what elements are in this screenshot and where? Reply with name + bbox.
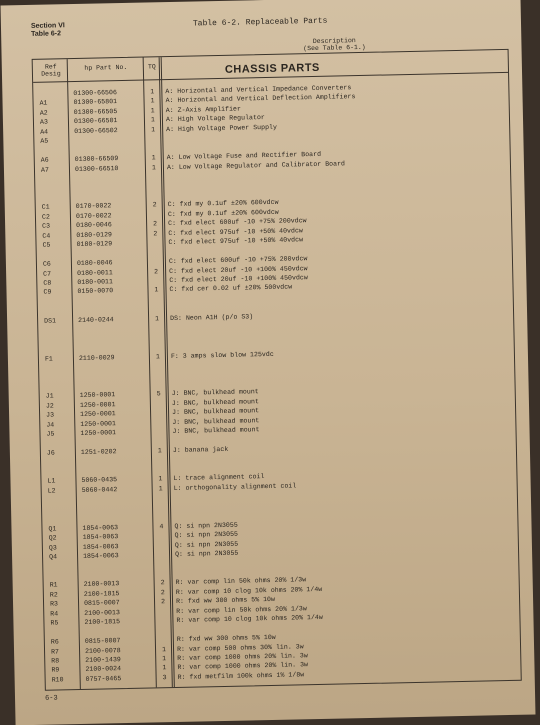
description-cell: C: fxd elect 20uf -10 +100% 450vdcw xyxy=(169,264,308,276)
description-cell: R: var comp lin 50k ohms 20% 1/3w xyxy=(176,604,307,616)
part-number-cell: 0180-0129 xyxy=(76,230,112,240)
description-cell: J: BNC, bulkhead mount xyxy=(172,406,259,417)
ref-cell: C6 xyxy=(43,260,51,269)
part-number-cell: 01300-66502 xyxy=(74,126,118,136)
ref-cell: C9 xyxy=(43,288,51,297)
ref-cell: A3 xyxy=(40,118,48,127)
description-cell: Q: si npn 2N3055 xyxy=(175,539,238,549)
parts-table xyxy=(32,49,522,691)
ref-cell: Q2 xyxy=(49,534,57,543)
description-cell: A: Z-Axis Amplifier xyxy=(166,104,241,115)
description-cell: C: fxd my 0.1uf ±20% 600vdcw xyxy=(168,198,279,209)
quantity-cell: 1 xyxy=(159,645,169,654)
ref-cell: R2 xyxy=(50,590,58,599)
description-cell: C: fxd elect 975uf -10 +50% 40vdcw xyxy=(168,226,303,238)
part-number-cell: 1251-0202 xyxy=(81,447,117,457)
part-number-cell: 0180-0046 xyxy=(77,258,113,268)
quantity-cell: 1 xyxy=(149,163,159,172)
part-number-cell: 2110-0029 xyxy=(79,353,115,363)
quantity-cell: 2 xyxy=(151,267,161,276)
part-number-cell: 0180-0046 xyxy=(76,221,112,231)
column-header-ref: Ref Desig xyxy=(37,63,65,78)
description-cell: A: Low Voltage Fuse and Rectifier Board xyxy=(167,150,321,162)
part-number-cell: 1250-0001 xyxy=(80,400,116,410)
ref-cell: A5 xyxy=(40,137,48,146)
ref-cell: R7 xyxy=(51,647,59,656)
quantity-cell: 1 xyxy=(156,484,166,493)
description-cell: C: fxd elect 20uf -10 +100% 450vdcw xyxy=(169,273,308,285)
description-cell: J: BNC, bulkhead mount xyxy=(172,416,259,427)
part-number-cell: 0815-0007 xyxy=(85,636,121,646)
part-number-cell: 2100-0013 xyxy=(84,580,120,590)
ref-cell: R5 xyxy=(50,619,58,628)
description-cell: A: Low Voltage Regulator and Calibrator Board xyxy=(167,159,345,172)
description-cell: R: var comp lin 50k ohms 20% 1/3w xyxy=(176,576,307,588)
ref-cell: R10 xyxy=(52,675,64,684)
quantity-cell: 1 xyxy=(155,446,165,455)
part-number-cell: 0757-0465 xyxy=(86,674,122,684)
part-number-cell: 0180-0129 xyxy=(76,239,112,249)
description-cell: A: Horizontal and Vertical Impedance Converters xyxy=(165,83,351,96)
description-cell: C: fxd elect 600uf -10 +75% 200vdcw xyxy=(168,216,307,228)
ref-cell: R8 xyxy=(51,656,59,665)
ref-cell: C7 xyxy=(43,269,51,278)
part-number-cell: 1854-0063 xyxy=(82,523,118,533)
ref-cell: C5 xyxy=(42,241,50,250)
part-number-cell: 1854-0063 xyxy=(83,532,119,542)
quantity-cell: 1 xyxy=(148,106,158,115)
quantity-cell: 3 xyxy=(160,673,170,682)
quantity-cell: 4 xyxy=(156,522,166,531)
part-number-cell: 2140-0244 xyxy=(78,315,114,325)
description-cell: Q: si npn 2N3055 xyxy=(175,530,238,540)
section-title: CHASSIS PARTS xyxy=(225,62,320,76)
quantity-cell: 2 xyxy=(150,229,160,238)
description-cell: J: banana jack xyxy=(173,445,229,455)
part-number-cell: 0150-0070 xyxy=(77,287,113,297)
document-page xyxy=(1,0,536,725)
quantity-cell: 2 xyxy=(158,579,168,588)
description-cell: R: fxd ww 300 ohms 5% 10w xyxy=(176,595,275,606)
ref-cell: R4 xyxy=(50,609,58,618)
quantity-cell: 2 xyxy=(150,201,160,210)
description-note: (See Table 6-1.) xyxy=(164,41,504,55)
quantity-cell: 1 xyxy=(147,87,157,96)
quantity-cell: 2 xyxy=(158,597,168,606)
quantity-cell: 2 xyxy=(150,220,160,229)
ref-cell: J5 xyxy=(46,430,54,439)
ref-cell: A7 xyxy=(41,165,49,174)
quantity-cell: 1 xyxy=(148,125,158,134)
part-number-cell: 01300-65801 xyxy=(73,98,117,108)
ref-cell: C4 xyxy=(42,231,50,240)
ref-cell: J4 xyxy=(46,420,54,429)
description-cell: R: var comp 10 clog 10k ohms 20% 1/4w xyxy=(176,585,323,597)
part-number-cell: 2100-1815 xyxy=(84,589,120,599)
ref-cell: J2 xyxy=(46,401,54,410)
ref-cell: R3 xyxy=(50,600,58,609)
description-cell: L: trace alignment coil xyxy=(173,473,264,484)
part-number-cell: 01300-66510 xyxy=(75,164,119,174)
quantity-cell: 1 xyxy=(149,153,159,162)
part-number-cell: 1250-0001 xyxy=(80,391,116,401)
part-number-cell: 01300-66505 xyxy=(74,107,118,117)
ref-cell: Q3 xyxy=(49,543,57,552)
part-number-cell: 0180-0011 xyxy=(77,277,113,287)
part-number-cell: 0815-0007 xyxy=(84,598,120,608)
ref-cell: J6 xyxy=(47,449,55,458)
column-header-hp: hp Part No. xyxy=(71,64,141,72)
part-number-cell: 5060-0435 xyxy=(81,476,117,486)
ref-cell: A2 xyxy=(40,108,48,117)
table-title: Table 6-2. Replaceable Parts xyxy=(193,17,328,29)
quantity-cell: 1 xyxy=(152,314,162,323)
ref-cell: J3 xyxy=(46,411,54,420)
description-cell: L: orthogonality alignment coil xyxy=(174,481,297,493)
description-cell: F: 3 amps slow blow 125vdc xyxy=(171,349,274,360)
quantity-cell: 1 xyxy=(159,664,169,673)
part-number-cell: 0180-0011 xyxy=(77,268,113,278)
ref-cell: Q4 xyxy=(49,553,57,562)
description-cell: A: High Voltage Regulator xyxy=(166,113,265,124)
part-number-cell: 0170-0022 xyxy=(76,211,112,221)
ref-cell: C1 xyxy=(42,203,50,212)
ref-cell: R1 xyxy=(50,581,58,590)
description-cell: J: BNC, bulkhead mount xyxy=(172,388,259,399)
description-cell: R: var comp 1000 ohms 20% lin. 3w xyxy=(177,661,308,673)
ref-cell: A4 xyxy=(40,127,48,136)
part-number-cell: 2100-0013 xyxy=(84,608,120,618)
ref-cell: L2 xyxy=(48,486,56,495)
part-number-cell: 01300-66501 xyxy=(74,116,118,126)
part-number-cell: 01300-66509 xyxy=(75,154,119,164)
part-number-cell: 1250-0001 xyxy=(80,419,116,429)
ref-cell: Q1 xyxy=(48,524,56,533)
description-cell: Q: si npn 2N3055 xyxy=(175,549,238,559)
quantity-cell: 5 xyxy=(154,390,164,399)
part-number-cell: 0170-0022 xyxy=(76,202,112,212)
ref-cell: C3 xyxy=(42,222,50,231)
part-number-cell: 2100-0078 xyxy=(85,646,121,656)
description-cell: C: fxd cer 0.02 uf ±20% 500vdcw xyxy=(169,283,292,295)
page-number: 6-3 xyxy=(45,694,58,702)
ref-cell: C8 xyxy=(43,279,51,288)
description-cell: DS: Neon A1H (p/o S3) xyxy=(170,312,253,323)
description-cell: R: fxd metfilm 100k ohms 1% 1/8w xyxy=(178,670,305,682)
description-cell: R: fxd ww 300 ohms 5% 10w xyxy=(177,633,276,644)
ref-cell: C2 xyxy=(42,212,50,221)
quantity-cell: 2 xyxy=(158,588,168,597)
quantity-cell: 1 xyxy=(148,116,158,125)
part-number-cell: 1250-0001 xyxy=(80,428,116,438)
ref-cell: A1 xyxy=(39,99,47,108)
section-header xyxy=(31,22,65,39)
description-cell: A: High Voltage Power Supply xyxy=(166,123,277,134)
part-number-cell: 2100-1815 xyxy=(84,617,120,627)
description-cell: C: fxd my 0.1uf ±20% 600vdcw xyxy=(168,208,279,219)
part-number-cell: 01300-66506 xyxy=(73,88,117,98)
description-cell: J: BNC, bulkhead mount xyxy=(172,397,259,408)
column-header-tq: TQ xyxy=(145,63,159,70)
description-label: Description xyxy=(164,34,504,48)
part-number-cell: 1854-0063 xyxy=(83,551,119,561)
quantity-cell: 1 xyxy=(151,286,161,295)
quantity-cell: 1 xyxy=(153,352,163,361)
description-cell: A: Horizontal and Vertical Deflection Amplifiers xyxy=(165,93,355,106)
quantity-cell: 1 xyxy=(159,654,169,663)
ref-cell: L1 xyxy=(47,477,55,486)
part-number-cell: 2100-1439 xyxy=(85,655,121,665)
part-number-cell: 5060-0442 xyxy=(82,485,118,495)
description-cell: C: fxd elect 600uf -10 +75% 200vdcw xyxy=(169,254,308,266)
part-number-cell: 1250-0001 xyxy=(80,409,116,419)
section-label: Section VI xyxy=(31,22,65,31)
ref-cell: F1 xyxy=(45,354,53,363)
ref-cell: DS1 xyxy=(44,316,56,325)
part-number-cell: 1854-0063 xyxy=(83,542,119,552)
description-cell: C: fxd elect 975uf -10 +50% 40vdcw xyxy=(168,235,303,247)
quantity-cell: 1 xyxy=(147,97,157,106)
description-cell: R: var comp 10 clog 10k ohms 20% 1/4w xyxy=(176,613,323,625)
ref-cell: A6 xyxy=(41,156,49,165)
description-cell: Q: si npn 2N3055 xyxy=(174,520,237,530)
quantity-cell: 1 xyxy=(155,475,165,484)
ref-cell: R6 xyxy=(51,638,59,647)
description-cell: R: var comp 500 ohms 30% lin. 3w xyxy=(177,642,304,654)
part-number-cell: 2100-0024 xyxy=(85,665,121,675)
ref-cell: J1 xyxy=(46,392,54,401)
table-label: Table 6-2 xyxy=(31,30,65,39)
description-cell: J: BNC, bulkhead mount xyxy=(172,425,259,436)
ref-cell: R9 xyxy=(51,666,59,675)
description-cell: R: var comp 1000 ohms 20% lin. 3w xyxy=(177,651,308,663)
